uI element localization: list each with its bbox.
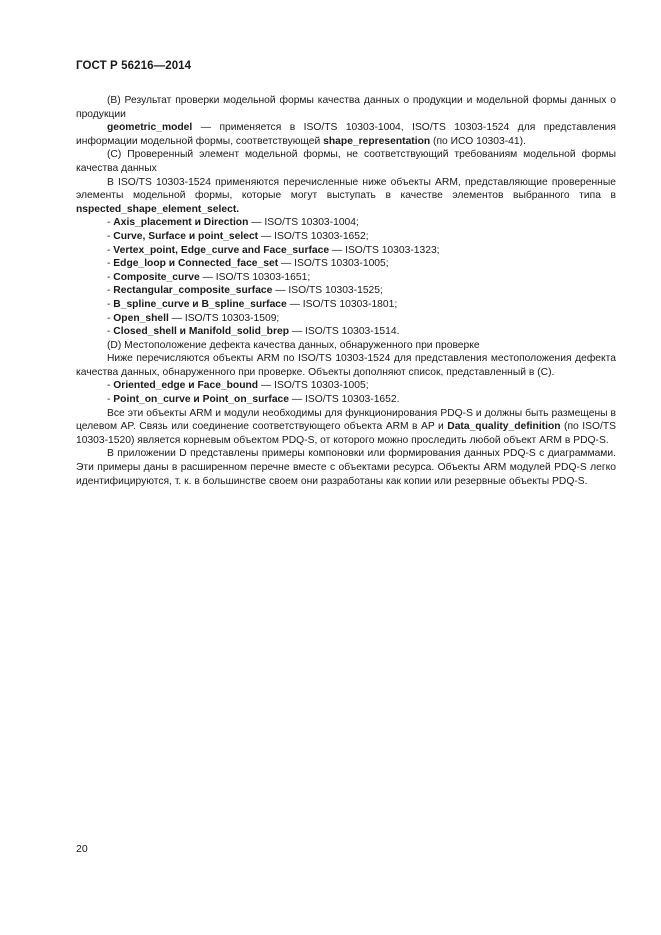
arm-objects-paragraph (76, 407, 616, 448)
page-number: 20 (76, 843, 88, 855)
list-item: - Point_on_curve и Point_on_surface — ISO/TS 10303-1652. (107, 394, 400, 406)
section-d-paragraph: Ниже перечисляются объекты ARM по ISO/TS 10303-1524 для представления местоположения дефекта качества данных, обнаруженного при проверке. Объекты дополняют список, представленный в (C). (76, 353, 616, 378)
data-quality-definition-term: Data_quality_definition (447, 421, 561, 433)
geometric-model-paragraph (76, 121, 616, 148)
list-item: - Oriented_edge и Face_bound — ISO/TS 10303-1005; (107, 380, 369, 392)
geometric-model-text-end: (по ИСО 10303-41). (430, 135, 526, 147)
geometric-model-text: — применяется в ISO/TS 10303-1004, ISO/TS 10303-1524 для представления информации модельной формы, соответствующей (76, 122, 616, 147)
geometric-model-term: geometric_model (107, 122, 193, 134)
section-c-paragraph (76, 176, 616, 217)
document-body (76, 94, 616, 488)
list-item: - Open_shell — ISO/TS 10303-1509; (107, 312, 280, 324)
list-item: - Curve, Surface и point_select — ISO/TS 10303-1652; (107, 230, 369, 242)
shape-representation-term: shape_representation (323, 135, 431, 147)
annex-paragraph: В приложении D представлены примеры компоновки или формирования данных PDQ-S с диаграммами. Эти примеры даны в расширенном перечне вместе с объектами ресурса. Объекты ARM модулей PDQ-S легко идентифицируются, т. к. в большинстве своем они разработаны как копии или резервные объекты PDQ-S. (76, 448, 616, 487)
list-item: - Edge_loop и Connected_face_set — ISO/TS 10303-1005; (107, 258, 389, 270)
arm-objects-text: Все эти объекты ARM и модули необходимы для функционирования PDQ-S и должны быть размещены в целевом AP. Связь или соединение соответствующего объекта ARM в AP и (76, 407, 616, 433)
list-c (76, 216, 616, 338)
section-c-intro: (C) Проверенный элемент модельной формы, не соответствующий требованиям модельной формы качества данных (76, 149, 616, 174)
select-type-term: nspected_shape_element_select. (76, 203, 240, 215)
list-d (76, 379, 616, 406)
section-c-text: В ISO/TS 10303-1524 применяются перечисленные ниже объекты ARM, представляющие проверенные элементы модельной формы, которые могут выступать в качестве элементов выбранного типа в (76, 176, 616, 202)
list-item: - Axis_placement и Direction — ISO/TS 10303-1004; (107, 217, 359, 229)
section-b-intro: (B) Результат проверки модельной формы качества данных о продукции и модельной формы данных о продукции (76, 95, 616, 120)
arm-objects-text-end: (по ISO/TS 10303-1520) является корневым объектом PDQ-S, от которого можно проследить любой объект ARM в PDQ-S. (76, 421, 616, 446)
section-d-intro: (D) Местоположение дефекта качества данных, обнаруженного при проверке (107, 339, 480, 351)
list-item: - Composite_curve — ISO/TS 10303-1651; (107, 271, 311, 283)
list-item: - B_spline_curve и B_spline_surface — ISO/TS 10303-1801; (107, 298, 398, 310)
list-item: - Vertex_point, Edge_curve and Face_surface — ISO/TS 10303-1323; (107, 244, 440, 256)
document-header: ГОСТ Р 56216—2014 (76, 60, 192, 72)
list-item: - Rectangular_composite_surface — ISO/TS 10303-1525; (107, 285, 383, 297)
list-item: - Closed_shell и Manifold_solid_brep — ISO/TS 10303-1514. (107, 326, 400, 338)
